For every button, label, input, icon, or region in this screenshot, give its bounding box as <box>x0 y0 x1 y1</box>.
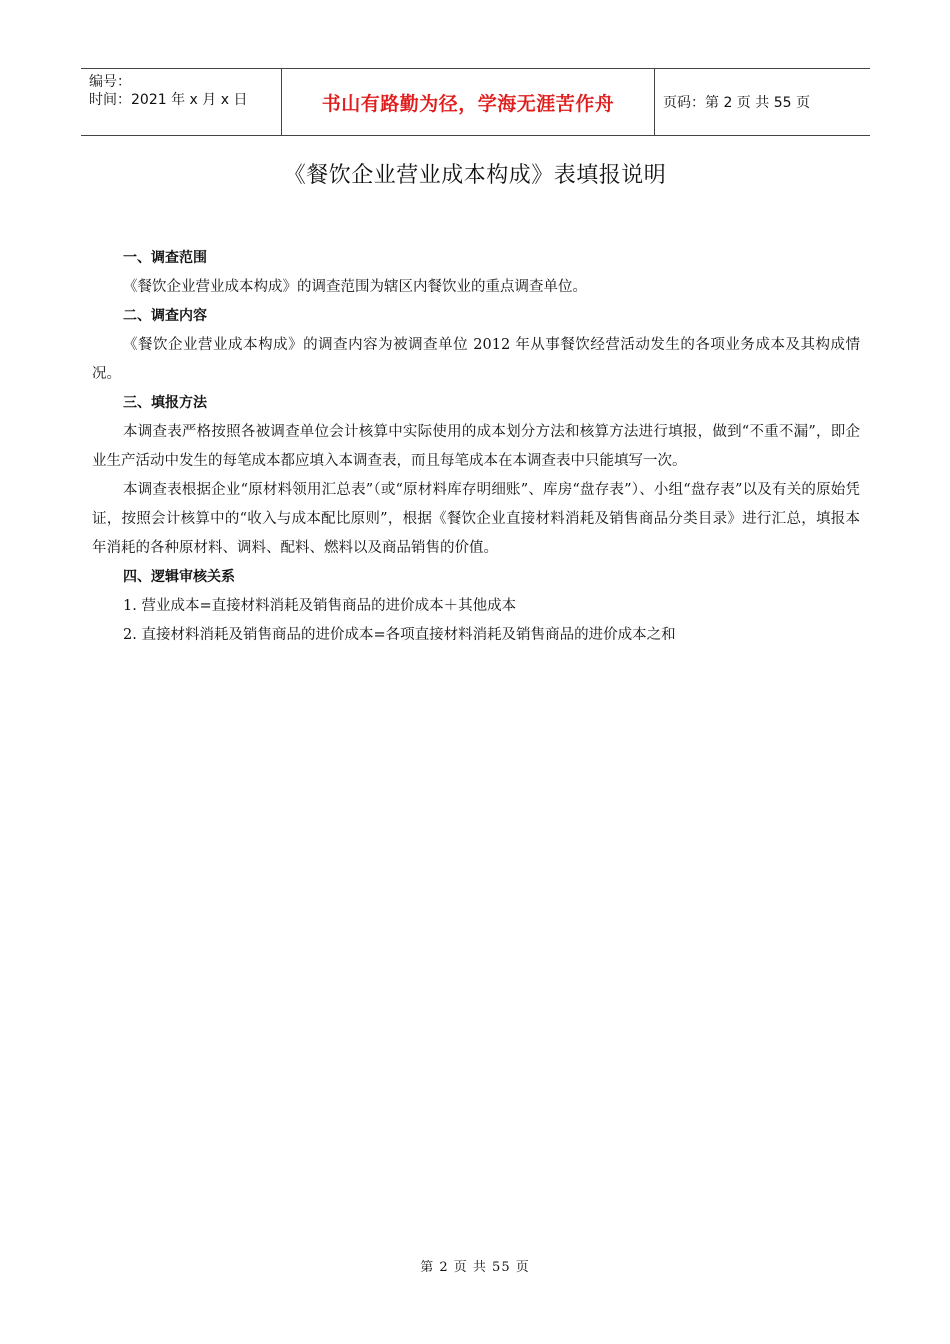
rule-item: 2. 直接材料消耗及销售商品的进价成本=各项直接材料消耗及销售商品的进价成本之和 <box>123 627 676 643</box>
document-title: 《餐饮企业营业成本构成》表填报说明 <box>283 163 667 188</box>
page-footer: 第 2 页 共 55 页 <box>420 1260 530 1275</box>
document-body <box>92 244 860 650</box>
section-paragraph: 《餐饮企业营业成本构成》的调查范围为辖区内餐饮业的重点调查单位。 <box>123 279 587 295</box>
header-meta <box>81 69 282 135</box>
section-heading: 三、填报方法 <box>123 395 207 411</box>
section-heading: 一、调查范围 <box>123 250 207 266</box>
header-page-number: 页码：第 2 页 共 55 页 <box>663 95 810 111</box>
document-number: 编号： <box>89 74 131 90</box>
page-header <box>81 68 870 136</box>
section-paragraph: 《餐饮企业营业成本构成》的调查内容为被调查单位 2012 年从事餐饮经营活动发生的各项业务成本及其构成情况。 <box>92 337 860 382</box>
header-motto: 书山有路勤为径，学海无涯苦作舟 <box>282 69 655 135</box>
document-time: 时间：2021 年 x 月 x 日 <box>89 92 248 108</box>
section-heading: 四、逻辑审核关系 <box>123 569 235 585</box>
section-heading: 二、调查内容 <box>123 308 207 324</box>
rule-item: 1. 营业成本=直接材料消耗及销售商品的进价成本＋其他成本 <box>123 598 517 614</box>
section-paragraph: 本调查表严格按照各被调查单位会计核算中实际使用的成本划分方法和核算方法进行填报，做到“不重不漏”，即企业生产活动中发生的每笔成本都应填入本调查表，而且每笔成本在本调查表中只能填写一次。 <box>92 424 860 469</box>
section-paragraph: 本调查表根据企业“原材料领用汇总表”（或“原材料库存明细账”、库房“盘存表”）、小组“盘存表”以及有关的原始凭证，按照会计核算中的“收入与成本配比原则”，根据《餐饮企业直接材料消耗及销售商品分类目录》进行汇总，填报本年消耗的各种原材料、调料、配料、燃料以及商品销售的价值。 <box>92 482 860 556</box>
